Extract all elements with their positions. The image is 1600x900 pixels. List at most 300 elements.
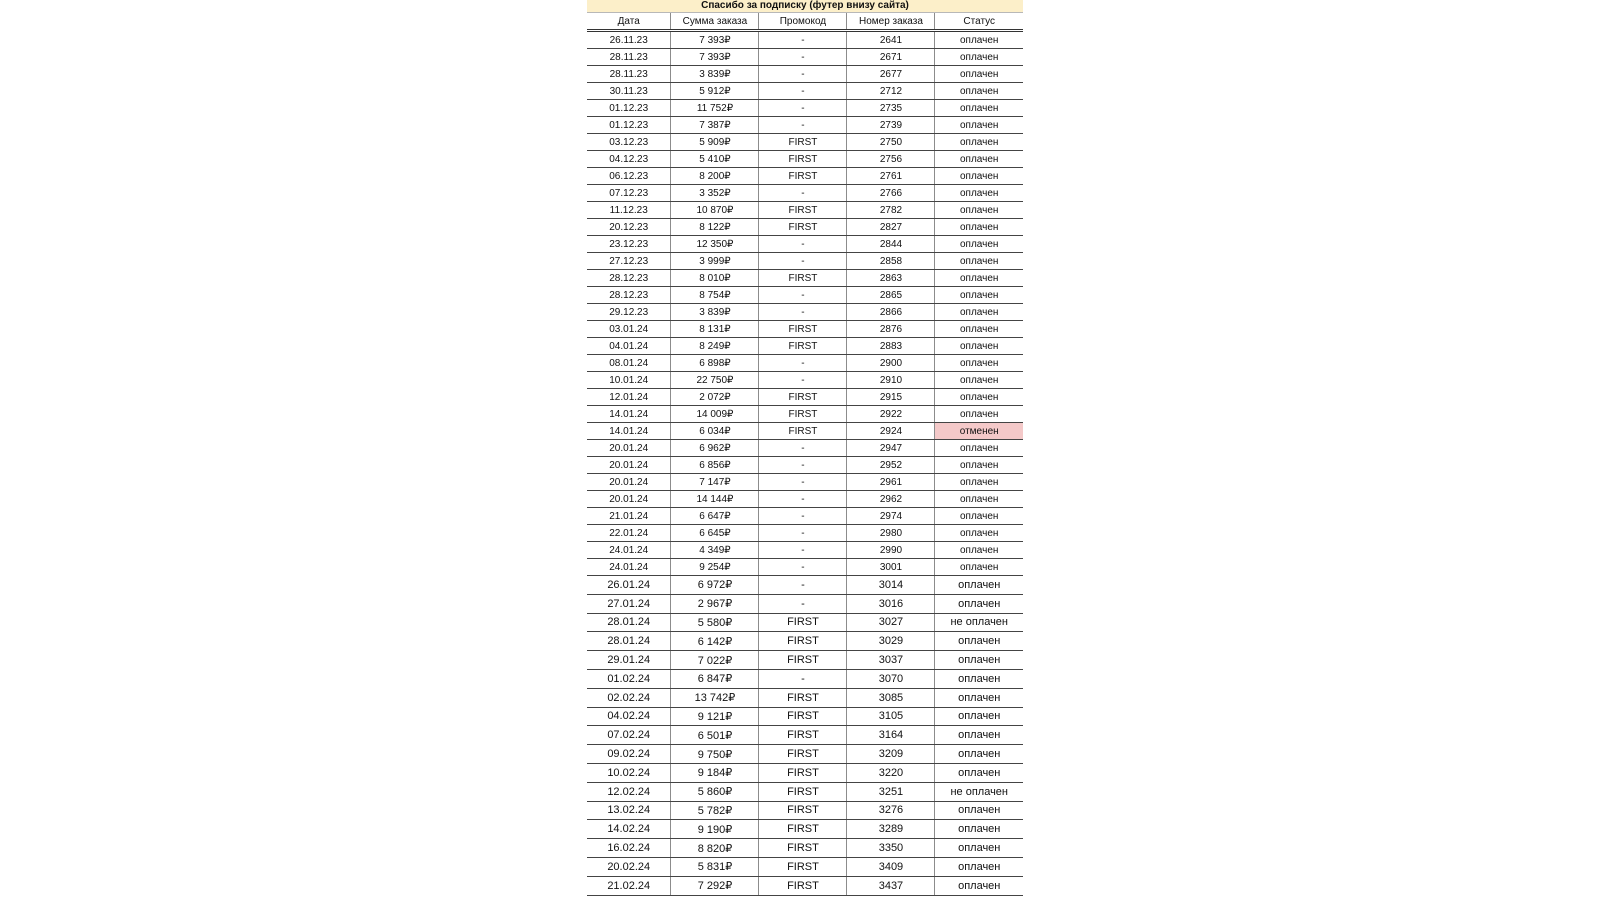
status-cell: оплачен xyxy=(935,876,1023,895)
date-cell: 14.02.24 xyxy=(587,820,671,839)
order-number-cell: 2858 xyxy=(847,253,935,270)
amount-cell: 8 122₽ xyxy=(671,219,759,236)
order-number-cell: 3085 xyxy=(847,688,935,707)
table-row xyxy=(587,219,1023,236)
status-cell: оплачен xyxy=(935,474,1023,491)
order-number-cell: 2962 xyxy=(847,491,935,508)
status-cell: оплачен xyxy=(935,202,1023,219)
promo-cell: FIRST xyxy=(759,651,847,670)
amount-cell: 12 350₽ xyxy=(671,236,759,253)
status-cell: оплачен xyxy=(935,270,1023,287)
status-cell: оплачен xyxy=(935,355,1023,372)
order-number-cell: 2761 xyxy=(847,168,935,185)
order-number-cell: 3029 xyxy=(847,632,935,651)
promo-cell: FIRST xyxy=(759,321,847,338)
amount-cell: 6 972₽ xyxy=(671,576,759,595)
status-cell: оплачен xyxy=(935,219,1023,236)
amount-cell: 6 501₽ xyxy=(671,726,759,745)
amount-cell: 6 034₽ xyxy=(671,423,759,440)
promo-cell: FIRST xyxy=(759,876,847,895)
orders-sheet xyxy=(587,0,1023,896)
promo-cell: FIRST xyxy=(759,801,847,820)
promo-cell: - xyxy=(759,576,847,595)
date-cell: 20.01.24 xyxy=(587,457,671,474)
promo-cell: - xyxy=(759,542,847,559)
date-cell: 20.12.23 xyxy=(587,219,671,236)
amount-cell: 8 820₽ xyxy=(671,839,759,858)
promo-cell: - xyxy=(759,185,847,202)
table-row xyxy=(587,372,1023,389)
order-number-cell: 3014 xyxy=(847,576,935,595)
status-cell: оплачен xyxy=(935,559,1023,576)
table-row xyxy=(587,49,1023,66)
order-number-cell: 2844 xyxy=(847,236,935,253)
order-number-cell: 2766 xyxy=(847,185,935,202)
promo-cell: - xyxy=(759,457,847,474)
order-number-cell: 3289 xyxy=(847,820,935,839)
status-cell: оплачен xyxy=(935,669,1023,688)
status-cell: оплачен xyxy=(935,726,1023,745)
table-row xyxy=(587,669,1023,688)
order-number-cell: 2782 xyxy=(847,202,935,219)
table-row xyxy=(587,321,1023,338)
promo-cell: - xyxy=(759,525,847,542)
header-status: Статус xyxy=(935,13,1023,31)
status-cell: оплачен xyxy=(935,185,1023,202)
status-cell: оплачен xyxy=(935,389,1023,406)
promo-cell: FIRST xyxy=(759,726,847,745)
order-number-cell: 2990 xyxy=(847,542,935,559)
order-number-cell: 3001 xyxy=(847,559,935,576)
orders-table xyxy=(587,13,1023,896)
date-cell: 09.02.24 xyxy=(587,745,671,764)
promo-cell: FIRST xyxy=(759,857,847,876)
status-cell: оплачен xyxy=(935,338,1023,355)
amount-cell: 8 200₽ xyxy=(671,168,759,185)
date-cell: 11.12.23 xyxy=(587,202,671,219)
order-number-cell: 2677 xyxy=(847,66,935,83)
date-cell: 20.01.24 xyxy=(587,474,671,491)
table-row xyxy=(587,613,1023,632)
amount-cell: 5 909₽ xyxy=(671,134,759,151)
table-row xyxy=(587,559,1023,576)
status-cell: оплачен xyxy=(935,304,1023,321)
promo-cell: - xyxy=(759,355,847,372)
date-cell: 04.02.24 xyxy=(587,707,671,726)
date-cell: 28.12.23 xyxy=(587,270,671,287)
date-cell: 27.12.23 xyxy=(587,253,671,270)
date-cell: 29.12.23 xyxy=(587,304,671,321)
amount-cell: 6 856₽ xyxy=(671,457,759,474)
date-cell: 04.12.23 xyxy=(587,151,671,168)
date-cell: 20.01.24 xyxy=(587,440,671,457)
promo-cell: - xyxy=(759,100,847,117)
status-cell: оплачен xyxy=(935,406,1023,423)
order-number-cell: 3251 xyxy=(847,782,935,801)
table-row xyxy=(587,726,1023,745)
table-row xyxy=(587,801,1023,820)
sheet-title: Спасибо за подписку (футер внизу сайта) xyxy=(587,0,1023,13)
table-row xyxy=(587,236,1023,253)
amount-cell: 7 393₽ xyxy=(671,49,759,66)
promo-cell: - xyxy=(759,83,847,100)
order-number-cell: 2974 xyxy=(847,508,935,525)
amount-cell: 7 292₽ xyxy=(671,876,759,895)
order-number-cell: 2863 xyxy=(847,270,935,287)
status-cell: оплачен xyxy=(935,857,1023,876)
table-header xyxy=(587,13,1023,31)
amount-cell: 9 254₽ xyxy=(671,559,759,576)
promo-cell: FIRST xyxy=(759,338,847,355)
status-cell: оплачен xyxy=(935,49,1023,66)
date-cell: 14.01.24 xyxy=(587,406,671,423)
order-number-cell: 3220 xyxy=(847,763,935,782)
promo-cell: - xyxy=(759,236,847,253)
date-cell: 07.12.23 xyxy=(587,185,671,202)
date-cell: 10.02.24 xyxy=(587,763,671,782)
table-row xyxy=(587,151,1023,168)
promo-cell: FIRST xyxy=(759,688,847,707)
order-number-cell: 2952 xyxy=(847,457,935,474)
promo-cell: - xyxy=(759,594,847,613)
status-cell: оплачен xyxy=(935,321,1023,338)
status-cell: оплачен xyxy=(935,253,1023,270)
promo-cell: FIRST xyxy=(759,202,847,219)
amount-cell: 7 022₽ xyxy=(671,651,759,670)
amount-cell: 8 249₽ xyxy=(671,338,759,355)
date-cell: 20.02.24 xyxy=(587,857,671,876)
table-row xyxy=(587,202,1023,219)
table-row xyxy=(587,355,1023,372)
amount-cell: 9 184₽ xyxy=(671,763,759,782)
table-row xyxy=(587,168,1023,185)
promo-cell: FIRST xyxy=(759,134,847,151)
promo-cell: - xyxy=(759,31,847,49)
order-number-cell: 2739 xyxy=(847,117,935,134)
table-row xyxy=(587,83,1023,100)
date-cell: 28.01.24 xyxy=(587,632,671,651)
promo-cell: FIRST xyxy=(759,613,847,632)
status-cell: оплачен xyxy=(935,651,1023,670)
amount-cell: 9 750₽ xyxy=(671,745,759,764)
promo-cell: FIRST xyxy=(759,707,847,726)
amount-cell: 11 752₽ xyxy=(671,100,759,117)
amount-cell: 3 839₽ xyxy=(671,304,759,321)
amount-cell: 6 847₽ xyxy=(671,669,759,688)
date-cell: 12.02.24 xyxy=(587,782,671,801)
order-number-cell: 2865 xyxy=(847,287,935,304)
promo-cell: - xyxy=(759,287,847,304)
status-cell: оплачен xyxy=(935,707,1023,726)
date-cell: 01.02.24 xyxy=(587,669,671,688)
header-row xyxy=(587,13,1023,31)
order-number-cell: 2910 xyxy=(847,372,935,389)
promo-cell: FIRST xyxy=(759,423,847,440)
date-cell: 10.01.24 xyxy=(587,372,671,389)
promo-cell: FIRST xyxy=(759,820,847,839)
status-cell: оплачен xyxy=(935,457,1023,474)
amount-cell: 5 580₽ xyxy=(671,613,759,632)
order-number-cell: 2735 xyxy=(847,100,935,117)
order-number-cell: 3027 xyxy=(847,613,935,632)
header-order-number: Номер заказа xyxy=(847,13,935,31)
status-cell: оплачен xyxy=(935,117,1023,134)
table-row xyxy=(587,839,1023,858)
amount-cell: 8 131₽ xyxy=(671,321,759,338)
date-cell: 23.12.23 xyxy=(587,236,671,253)
amount-cell: 6 142₽ xyxy=(671,632,759,651)
order-number-cell: 2641 xyxy=(847,31,935,49)
date-cell: 20.01.24 xyxy=(587,491,671,508)
promo-cell: FIRST xyxy=(759,168,847,185)
status-cell: оплачен xyxy=(935,688,1023,707)
promo-cell: FIRST xyxy=(759,763,847,782)
promo-cell: FIRST xyxy=(759,839,847,858)
date-cell: 01.12.23 xyxy=(587,117,671,134)
amount-cell: 14 144₽ xyxy=(671,491,759,508)
date-cell: 02.02.24 xyxy=(587,688,671,707)
table-row xyxy=(587,253,1023,270)
order-number-cell: 2924 xyxy=(847,423,935,440)
order-number-cell: 3409 xyxy=(847,857,935,876)
amount-cell: 13 742₽ xyxy=(671,688,759,707)
table-row xyxy=(587,270,1023,287)
amount-cell: 8 754₽ xyxy=(671,287,759,304)
status-cell: оплачен xyxy=(935,508,1023,525)
table-row xyxy=(587,576,1023,595)
status-cell: оплачен xyxy=(935,839,1023,858)
amount-cell: 7 387₽ xyxy=(671,117,759,134)
order-number-cell: 2961 xyxy=(847,474,935,491)
status-cell: оплачен xyxy=(935,542,1023,559)
amount-cell: 5 860₽ xyxy=(671,782,759,801)
promo-cell: - xyxy=(759,559,847,576)
order-number-cell: 3350 xyxy=(847,839,935,858)
table-row xyxy=(587,651,1023,670)
table-row xyxy=(587,745,1023,764)
amount-cell: 5 912₽ xyxy=(671,83,759,100)
date-cell: 28.11.23 xyxy=(587,66,671,83)
order-number-cell: 2876 xyxy=(847,321,935,338)
order-number-cell: 2922 xyxy=(847,406,935,423)
status-cell: оплачен xyxy=(935,491,1023,508)
promo-cell: - xyxy=(759,669,847,688)
amount-cell: 6 962₽ xyxy=(671,440,759,457)
status-cell: оплачен xyxy=(935,594,1023,613)
table-row xyxy=(587,707,1023,726)
status-cell: не оплачен xyxy=(935,782,1023,801)
amount-cell: 10 870₽ xyxy=(671,202,759,219)
table-row xyxy=(587,389,1023,406)
order-number-cell: 3209 xyxy=(847,745,935,764)
table-row xyxy=(587,632,1023,651)
amount-cell: 5 831₽ xyxy=(671,857,759,876)
order-number-cell: 2750 xyxy=(847,134,935,151)
status-cell: оплачен xyxy=(935,763,1023,782)
status-cell: оплачен xyxy=(935,287,1023,304)
order-number-cell: 3070 xyxy=(847,669,935,688)
amount-cell: 6 645₽ xyxy=(671,525,759,542)
date-cell: 26.01.24 xyxy=(587,576,671,595)
order-number-cell: 2947 xyxy=(847,440,935,457)
date-cell: 30.11.23 xyxy=(587,83,671,100)
status-cell: не оплачен xyxy=(935,613,1023,632)
order-number-cell: 2915 xyxy=(847,389,935,406)
table-row xyxy=(587,440,1023,457)
order-number-cell: 2756 xyxy=(847,151,935,168)
date-cell: 22.01.24 xyxy=(587,525,671,542)
date-cell: 21.01.24 xyxy=(587,508,671,525)
header-amount: Сумма заказа xyxy=(671,13,759,31)
status-cell: оплачен xyxy=(935,440,1023,457)
date-cell: 01.12.23 xyxy=(587,100,671,117)
promo-cell: - xyxy=(759,304,847,321)
table-row xyxy=(587,542,1023,559)
date-cell: 03.01.24 xyxy=(587,321,671,338)
promo-cell: FIRST xyxy=(759,219,847,236)
date-cell: 28.11.23 xyxy=(587,49,671,66)
status-cell: оплачен xyxy=(935,83,1023,100)
date-cell: 27.01.24 xyxy=(587,594,671,613)
promo-cell: FIRST xyxy=(759,406,847,423)
promo-cell: FIRST xyxy=(759,151,847,168)
date-cell: 28.12.23 xyxy=(587,287,671,304)
date-cell: 12.01.24 xyxy=(587,389,671,406)
amount-cell: 4 349₽ xyxy=(671,542,759,559)
header-date: Дата xyxy=(587,13,671,31)
status-cell: оплачен xyxy=(935,745,1023,764)
order-number-cell: 2827 xyxy=(847,219,935,236)
order-number-cell: 3016 xyxy=(847,594,935,613)
amount-cell: 5 410₽ xyxy=(671,151,759,168)
status-cell: отменен xyxy=(935,423,1023,440)
status-cell: оплачен xyxy=(935,168,1023,185)
order-number-cell: 2671 xyxy=(847,49,935,66)
table-row xyxy=(587,304,1023,321)
table-row xyxy=(587,820,1023,839)
amount-cell: 6 898₽ xyxy=(671,355,759,372)
table-row xyxy=(587,876,1023,895)
promo-cell: - xyxy=(759,491,847,508)
order-number-cell: 3037 xyxy=(847,651,935,670)
date-cell: 13.02.24 xyxy=(587,801,671,820)
amount-cell: 9 190₽ xyxy=(671,820,759,839)
order-number-cell: 3105 xyxy=(847,707,935,726)
amount-cell: 7 147₽ xyxy=(671,474,759,491)
table-row xyxy=(587,474,1023,491)
order-number-cell: 2712 xyxy=(847,83,935,100)
table-row xyxy=(587,287,1023,304)
amount-cell: 2 967₽ xyxy=(671,594,759,613)
promo-cell: - xyxy=(759,474,847,491)
promo-cell: FIRST xyxy=(759,632,847,651)
promo-cell: FIRST xyxy=(759,745,847,764)
date-cell: 16.02.24 xyxy=(587,839,671,858)
status-cell: оплачен xyxy=(935,801,1023,820)
table-row xyxy=(587,31,1023,49)
promo-cell: - xyxy=(759,508,847,525)
order-number-cell: 3276 xyxy=(847,801,935,820)
promo-cell: - xyxy=(759,372,847,389)
table-row xyxy=(587,688,1023,707)
table-row xyxy=(587,508,1023,525)
status-cell: оплачен xyxy=(935,372,1023,389)
table-row xyxy=(587,185,1023,202)
amount-cell: 7 393₽ xyxy=(671,31,759,49)
table-row xyxy=(587,525,1023,542)
promo-cell: - xyxy=(759,253,847,270)
order-number-cell: 2900 xyxy=(847,355,935,372)
status-cell: оплачен xyxy=(935,134,1023,151)
status-cell: оплачен xyxy=(935,632,1023,651)
order-number-cell: 2980 xyxy=(847,525,935,542)
table-row xyxy=(587,117,1023,134)
amount-cell: 8 010₽ xyxy=(671,270,759,287)
order-number-cell: 2866 xyxy=(847,304,935,321)
table-row xyxy=(587,763,1023,782)
order-number-cell: 3164 xyxy=(847,726,935,745)
order-number-cell: 3437 xyxy=(847,876,935,895)
promo-cell: - xyxy=(759,440,847,457)
table-row xyxy=(587,66,1023,83)
table-row xyxy=(587,782,1023,801)
status-cell: оплачен xyxy=(935,151,1023,168)
promo-cell: FIRST xyxy=(759,782,847,801)
date-cell: 29.01.24 xyxy=(587,651,671,670)
amount-cell: 6 647₽ xyxy=(671,508,759,525)
table-row xyxy=(587,338,1023,355)
date-cell: 24.01.24 xyxy=(587,542,671,559)
promo-cell: - xyxy=(759,117,847,134)
promo-cell: - xyxy=(759,49,847,66)
amount-cell: 3 352₽ xyxy=(671,185,759,202)
table-row xyxy=(587,406,1023,423)
table-row xyxy=(587,594,1023,613)
date-cell: 14.01.24 xyxy=(587,423,671,440)
status-cell: оплачен xyxy=(935,576,1023,595)
date-cell: 07.02.24 xyxy=(587,726,671,745)
date-cell: 08.01.24 xyxy=(587,355,671,372)
date-cell: 06.12.23 xyxy=(587,168,671,185)
table-body xyxy=(587,31,1023,896)
amount-cell: 5 782₽ xyxy=(671,801,759,820)
table-row xyxy=(587,134,1023,151)
status-cell: оплачен xyxy=(935,236,1023,253)
amount-cell: 14 009₽ xyxy=(671,406,759,423)
date-cell: 21.02.24 xyxy=(587,876,671,895)
table-row xyxy=(587,857,1023,876)
amount-cell: 3 839₽ xyxy=(671,66,759,83)
date-cell: 26.11.23 xyxy=(587,31,671,49)
table-row xyxy=(587,100,1023,117)
status-cell: оплачен xyxy=(935,820,1023,839)
date-cell: 28.01.24 xyxy=(587,613,671,632)
status-cell: оплачен xyxy=(935,66,1023,83)
status-cell: оплачен xyxy=(935,100,1023,117)
table-row xyxy=(587,423,1023,440)
header-promo: Промокод xyxy=(759,13,847,31)
promo-cell: FIRST xyxy=(759,270,847,287)
promo-cell: FIRST xyxy=(759,389,847,406)
amount-cell: 9 121₽ xyxy=(671,707,759,726)
date-cell: 03.12.23 xyxy=(587,134,671,151)
order-number-cell: 2883 xyxy=(847,338,935,355)
amount-cell: 3 999₽ xyxy=(671,253,759,270)
amount-cell: 2 072₽ xyxy=(671,389,759,406)
promo-cell: - xyxy=(759,66,847,83)
table-row xyxy=(587,457,1023,474)
status-cell: оплачен xyxy=(935,525,1023,542)
